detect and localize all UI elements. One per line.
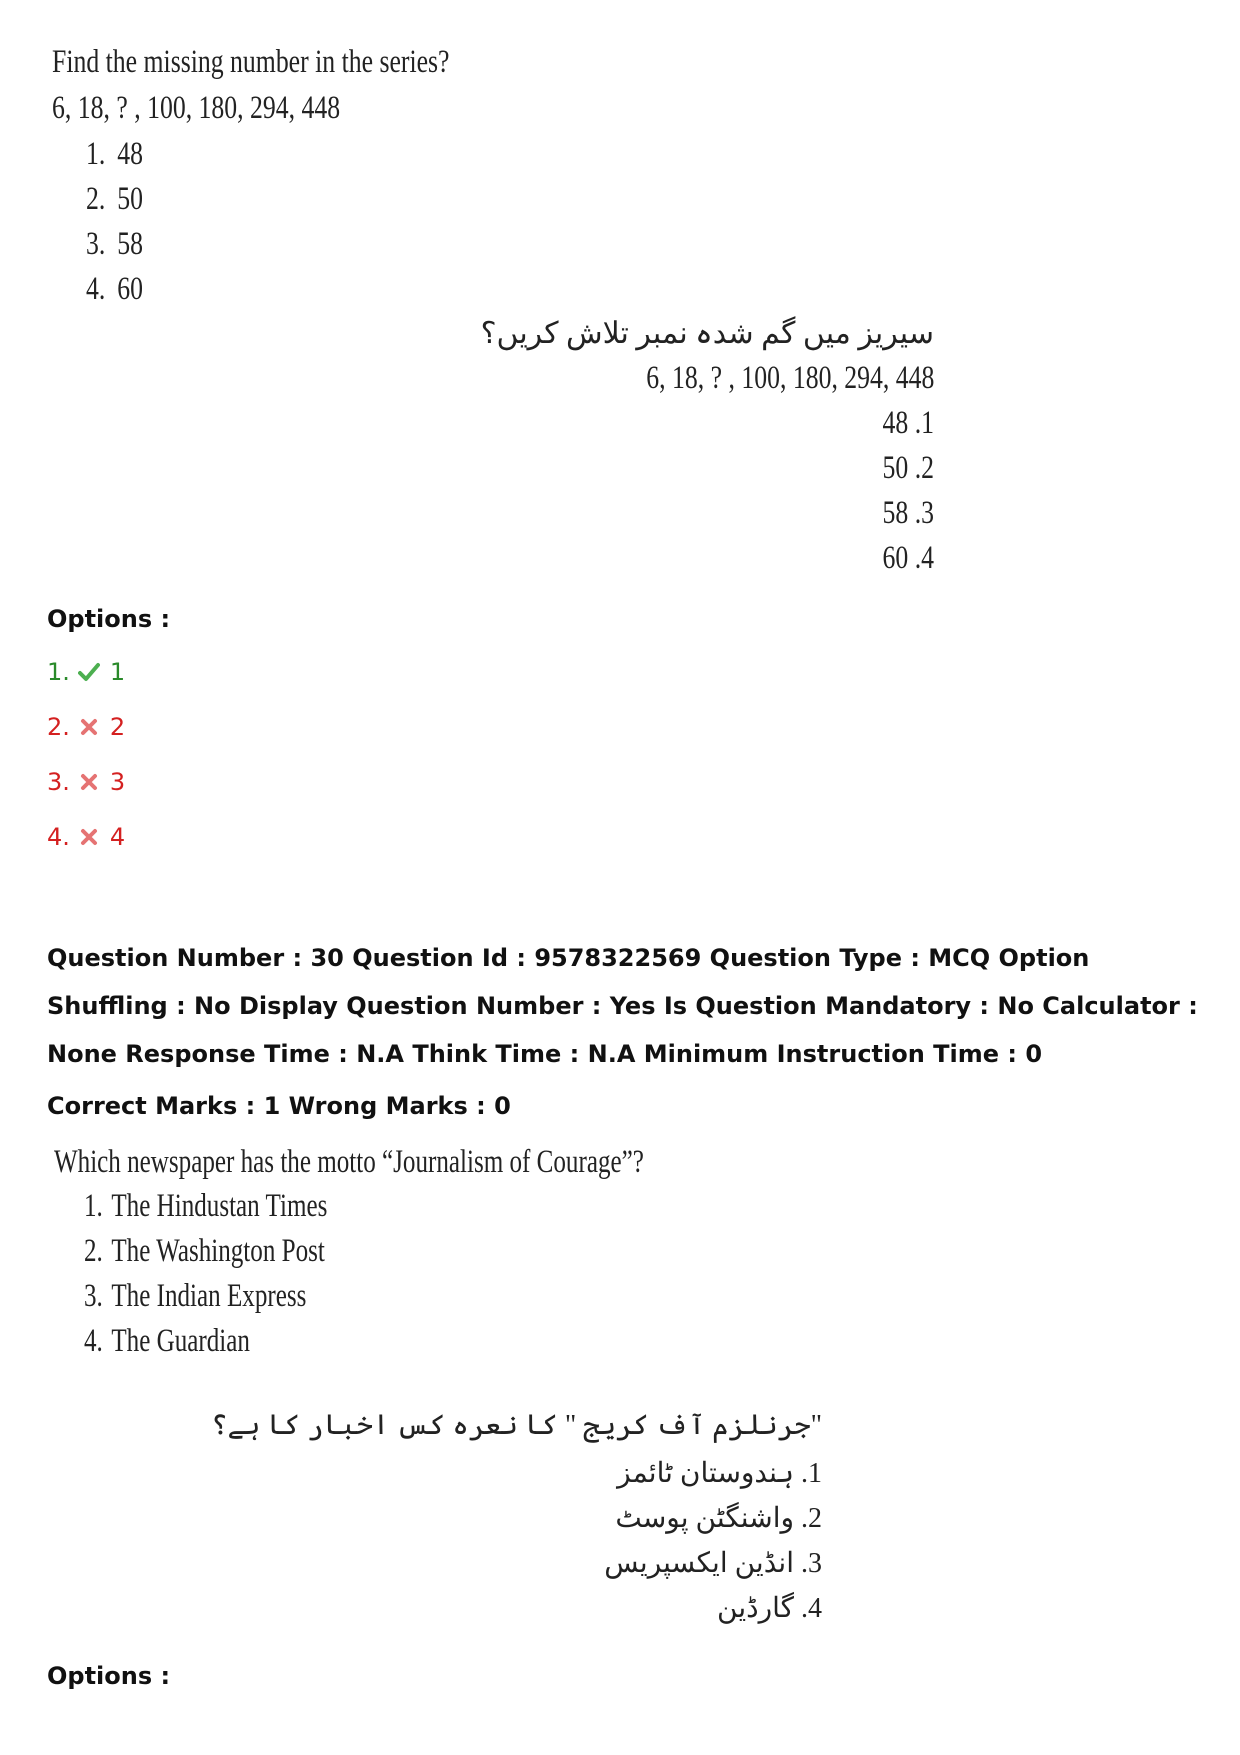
q1-stem: Find the missing number in the series? — [52, 44, 450, 80]
options-label: Options : — [47, 1662, 171, 1690]
q1-series: 6, 18, ? , 100, 180, 294, 448 — [52, 90, 341, 126]
q1-urdu-choice-2: 50 .2 — [882, 450, 934, 486]
q1-urdu-choice-3: 58 .3 — [882, 495, 934, 531]
q1-urdu-choice-1: 48 .1 — [882, 405, 934, 441]
choice-text: 48 — [117, 136, 143, 172]
cross-icon — [78, 716, 100, 738]
option-value: 1 — [109, 658, 126, 686]
option-3 — [47, 768, 125, 796]
q2-urdu-stem: "جرنلزم آف کریج " کا نعرہ کس اخبار کا ہے؟ — [211, 1410, 822, 1441]
choice-text: The Washington Post — [111, 1233, 325, 1269]
choice-text: The Indian Express — [111, 1278, 307, 1314]
choice-number: 4. — [84, 1323, 103, 1359]
option-2 — [47, 713, 125, 741]
choice-number: 2. — [84, 1233, 103, 1269]
options-label: Options : — [47, 605, 171, 633]
q2-choice-2 — [84, 1233, 325, 1270]
q1-choice-3 — [86, 226, 143, 263]
option-4 — [47, 823, 125, 851]
choice-text: 58 — [117, 226, 143, 262]
q1-choice-2 — [86, 181, 143, 218]
choice-text: 50 — [117, 181, 143, 217]
option-1 — [47, 658, 125, 686]
q1-choice-4 — [86, 271, 143, 308]
choice-number: 1. — [86, 136, 106, 172]
option-value: 3 — [109, 768, 126, 796]
choice-number: 4. — [86, 271, 106, 307]
choice-text: The Hindustan Times — [111, 1188, 328, 1224]
q2-urdu-choice-4: 4. گارڈین — [717, 1593, 822, 1624]
option-number: 1. — [47, 658, 70, 686]
q2-choice-1 — [84, 1188, 327, 1225]
option-value: 2 — [109, 713, 126, 741]
q2-choice-3 — [84, 1278, 306, 1315]
choice-number: 2. — [86, 181, 106, 217]
q2-stem: Which newspaper has the motto “Journalism of Courage”? — [54, 1144, 644, 1180]
check-icon — [78, 661, 100, 683]
option-number: 4. — [47, 823, 70, 851]
option-number: 3. — [47, 768, 70, 796]
cross-icon — [78, 771, 100, 793]
marks-info: Correct Marks : 1 Wrong Marks : 0 — [47, 1092, 511, 1120]
choice-number: 1. — [84, 1188, 103, 1224]
q1-choice-1 — [86, 136, 143, 173]
q2-urdu-choice-2: 2. واشنگٹن پوسٹ — [615, 1503, 822, 1534]
q1-urdu-series: 6, 18, ? , 100, 180, 294, 448 — [645, 360, 934, 396]
choice-number: 3. — [84, 1278, 103, 1314]
q1-urdu-choice-4: 60 .4 — [882, 540, 934, 576]
q2-urdu-choice-1: 1. ہندوستان ٹائمز — [617, 1458, 822, 1489]
q1-urdu-stem: سیریز میں گم شدہ نمبر تلاش کریں؟ — [480, 317, 934, 350]
option-value: 4 — [109, 823, 126, 851]
choice-text: The Guardian — [111, 1323, 250, 1359]
q2-choice-4 — [84, 1323, 250, 1360]
question-metadata: Question Number : 30 Question Id : 9578322569 Question Type : MCQ Option Shuffling : No Display Question Number : Yes Is Question Mandatory : No Calculator : None Response Time : N.A Think Time : N.A Minimum Instruction Time : 0 — [47, 944, 1198, 1068]
cross-icon — [78, 826, 100, 848]
option-number: 2. — [47, 713, 70, 741]
choice-number: 3. — [86, 226, 106, 262]
q2-urdu-choice-3: 3. انڈین ایکسپریس — [604, 1548, 822, 1579]
choice-text: 60 — [117, 271, 143, 307]
